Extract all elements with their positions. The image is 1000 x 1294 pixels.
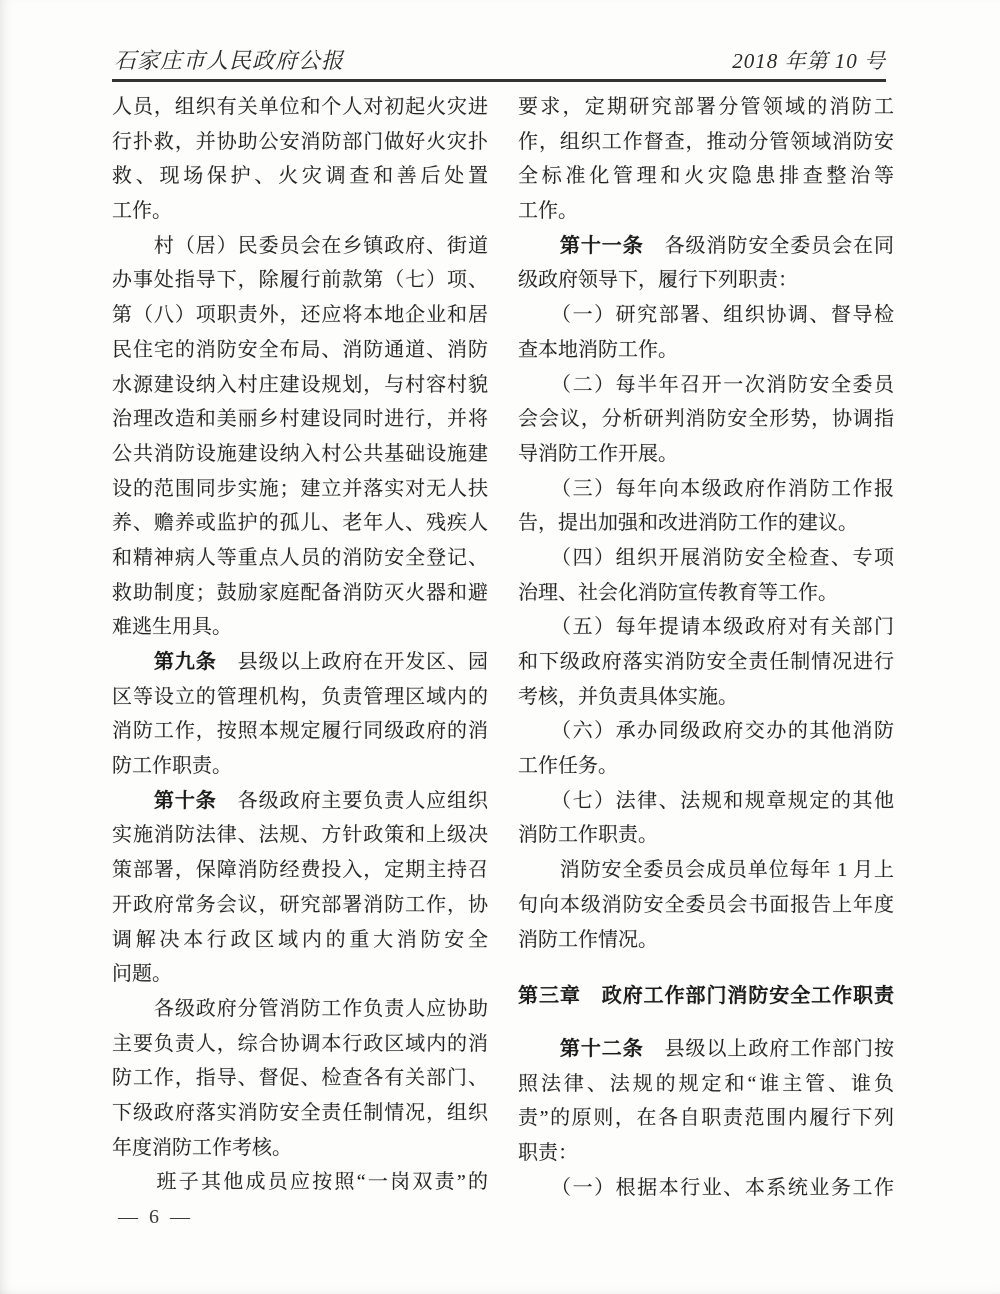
line-text: 职责：	[518, 1141, 578, 1164]
line-text: 难逃生用具。	[112, 616, 232, 639]
text-line	[112, 957, 488, 992]
line-text: 办事处指导下，除履行前款第（七）项、	[112, 269, 488, 292]
line-text: 工作。	[518, 200, 578, 223]
line-text: 工作任务。	[518, 755, 618, 778]
line-text: 下级政府落实消防安全责任制情况，组织	[112, 1101, 488, 1124]
line-text: 人员，组织有关单位和个人对初起火灾进	[112, 96, 488, 118]
text-line	[518, 194, 894, 229]
page-number: — 6 —	[118, 1206, 193, 1228]
line-text: 各级政府分管消防工作负责人应协助	[112, 997, 488, 1020]
line-text: 会会议，分析研判消防安全形势，协调指	[518, 408, 894, 431]
text-line	[112, 1061, 488, 1096]
line-text: （二）每半年召开一次消防安全委员	[518, 373, 894, 396]
text-line	[112, 818, 488, 853]
text-line	[112, 1027, 488, 1062]
text-line	[518, 1067, 894, 1102]
text-line	[112, 368, 488, 403]
article-number: 第九条	[112, 651, 217, 673]
chapter-heading	[518, 979, 894, 1014]
text-line	[518, 680, 894, 715]
line-text: 民住宅的消防安全布局、消防通道、消防	[112, 338, 488, 361]
line-text: 行扑救，并协助公安消防部门做好火灾扑	[112, 130, 488, 153]
text-line	[112, 263, 488, 298]
line-text: 责”的原则，在各自职责范围内履行下列	[518, 1107, 894, 1130]
text-line	[112, 680, 488, 715]
line-text: 各级消防安全委员会在同	[643, 234, 895, 257]
text-line	[112, 333, 488, 368]
text-line	[112, 749, 488, 784]
text-line	[518, 541, 894, 576]
line-text: 照法律、法规的规定和“谁主管、谁负	[518, 1072, 894, 1095]
text-line	[518, 125, 894, 160]
article-number: 第十条	[112, 789, 217, 812]
text-line	[518, 90, 894, 125]
issue-number: 2018 年第 10 号	[732, 49, 886, 73]
text-line	[112, 90, 488, 125]
text-line	[112, 298, 488, 333]
text-line	[112, 125, 488, 160]
line-text: 和精神病人等重点人员的消防安全登记、	[112, 546, 488, 569]
text-line	[518, 333, 894, 368]
text-line	[518, 923, 894, 958]
text-line	[518, 402, 894, 437]
page-header	[114, 44, 886, 75]
line-text: （三）每年向本级政府作消防工作报	[518, 477, 894, 500]
text-line	[518, 506, 894, 541]
line-text: 水源建设纳入村庄建设规划，与村容村貌	[112, 373, 488, 396]
line-text: （四）组织开展消防安全检查、专项	[518, 546, 894, 569]
line-text: 告，提出加强和改进消防工作的建议。	[518, 512, 858, 535]
text-line	[112, 610, 488, 645]
text-line	[518, 1136, 894, 1171]
line-text: 公共消防设施建设纳入村公共基础设施建	[112, 442, 488, 465]
line-text: 第（八）项职责外，还应将本地企业和居	[112, 304, 488, 327]
text-line	[112, 923, 488, 958]
line-text: 考核，并负责具体实施。	[518, 685, 738, 708]
line-text: 班子其他成员应按照“一岗双责”的	[112, 1171, 488, 1194]
text-line	[112, 1131, 488, 1166]
text-line	[518, 298, 894, 333]
text-line	[518, 818, 894, 853]
text-line	[112, 229, 488, 264]
line-text: 开政府常务会议，研究部署消防工作，协	[112, 893, 488, 916]
line-text: 要求，定期研究部署分管领域的消防工	[518, 96, 894, 118]
right-column	[518, 90, 894, 1205]
text-line	[518, 784, 894, 819]
text-line	[518, 229, 894, 264]
line-text: 防工作职责。	[112, 755, 232, 778]
text-line	[112, 853, 488, 888]
line-text: （七）法律、法规和规章规定的其他	[518, 789, 894, 812]
text-line	[112, 1165, 488, 1200]
text-line	[112, 402, 488, 437]
text-line	[112, 784, 488, 819]
line-text: （五）每年提请本级政府对有关部门	[518, 616, 894, 639]
line-text: 全标准化管理和火灾隐患排查整治等	[518, 165, 894, 188]
text-line	[112, 1096, 488, 1131]
line-text: 年度消防工作考核。	[112, 1136, 292, 1159]
line-text: 区等设立的管理机构，负责管理区域内的	[112, 685, 488, 708]
text-line	[518, 645, 894, 680]
line-text: 消防工作情况。	[518, 928, 658, 951]
text-line	[112, 992, 488, 1027]
line-text: （六）承办同级政府交办的其他消防	[518, 720, 894, 743]
line-text: 旬向本级消防安全委员会书面报告上年度	[518, 893, 894, 916]
text-line	[112, 888, 488, 923]
line-text: 消防工作职责。	[518, 824, 658, 847]
text-line	[518, 1101, 894, 1136]
text-line	[112, 645, 488, 680]
text-line	[518, 853, 894, 888]
text-line	[518, 159, 894, 194]
line-text: 养、赡养或监护的孤儿、老年人、残疾人	[112, 512, 488, 535]
line-text: 策部署，保障消防经费投入，定期主持召	[112, 859, 488, 882]
text-line	[518, 749, 894, 784]
text-line	[518, 368, 894, 403]
line-text: 救助制度；鼓励家庭配备消防灭火器和避	[112, 581, 488, 604]
text-line	[112, 541, 488, 576]
header-rule	[112, 79, 886, 82]
line-text: 查本地消防工作。	[518, 338, 678, 361]
line-text: 治理、社会化消防宣传教育等工作。	[518, 581, 838, 604]
line-text: （一）根据本行业、本系统业务工作	[518, 1176, 894, 1199]
line-text: 主要负责人，综合协调本行政区域内的消	[112, 1032, 488, 1055]
line-text: 消防工作，按照本规定履行同级政府的消	[112, 720, 488, 743]
text-line	[518, 1171, 894, 1206]
line-text: 消防安全委员会成员单位每年 1 月上	[518, 859, 894, 882]
text-line	[112, 159, 488, 194]
line-text: 作，组织工作督查，推动分管领域消防安	[518, 130, 894, 153]
article-number: 第十二条	[518, 1037, 644, 1060]
text-line	[518, 263, 894, 298]
line-text: （一）研究部署、组织协调、督导检	[518, 304, 894, 327]
text-line	[112, 437, 488, 472]
text-line	[518, 437, 894, 472]
text-line	[112, 472, 488, 507]
text-line	[112, 714, 488, 749]
text-line	[518, 610, 894, 645]
text-line	[112, 506, 488, 541]
line-text: 设的范围同步实施；建立并落实对无人扶	[112, 477, 488, 500]
line-text: 级政府领导下，履行下列职责：	[518, 269, 798, 292]
line-text: 各级政府主要负责人应组织	[216, 789, 489, 812]
line-text: 问题。	[112, 963, 172, 986]
line-text: 村（居）民委员会在乡镇政府、街道	[112, 234, 488, 257]
text-line	[518, 714, 894, 749]
line-text: 和下级政府落实消防安全责任制情况进行	[518, 651, 894, 673]
text-line	[518, 472, 894, 507]
gazette-title: 石家庄市人民政府公报	[114, 48, 345, 73]
line-text: 救、现场保护、火灾调查和善后处置	[112, 165, 488, 188]
line-text: 治理改造和美丽乡村建设同时进行，并将	[112, 408, 488, 431]
left-column	[112, 90, 488, 1200]
text-line	[518, 576, 894, 611]
line-text: 导消防工作开展。	[518, 442, 678, 465]
line-text: 县级以上政府工作部门按	[643, 1037, 895, 1060]
line-text: 调解决本行政区域内的重大消防安全	[112, 928, 488, 951]
text-line	[112, 576, 488, 611]
text-line	[112, 194, 488, 229]
text-line	[518, 1032, 894, 1067]
line-text: 实施消防法律、法规、方针政策和上级决	[112, 824, 488, 847]
line-text: 县级以上政府在开发区、园	[216, 651, 489, 673]
text-line	[518, 888, 894, 923]
chapter-heading-text: 第三章 政府工作部门消防安全工作职责	[518, 985, 894, 1008]
line-text: 工作。	[112, 200, 172, 223]
line-text: 防工作，指导、督促、检查各有关部门、	[112, 1067, 488, 1090]
article-number: 第十一条	[518, 234, 644, 257]
